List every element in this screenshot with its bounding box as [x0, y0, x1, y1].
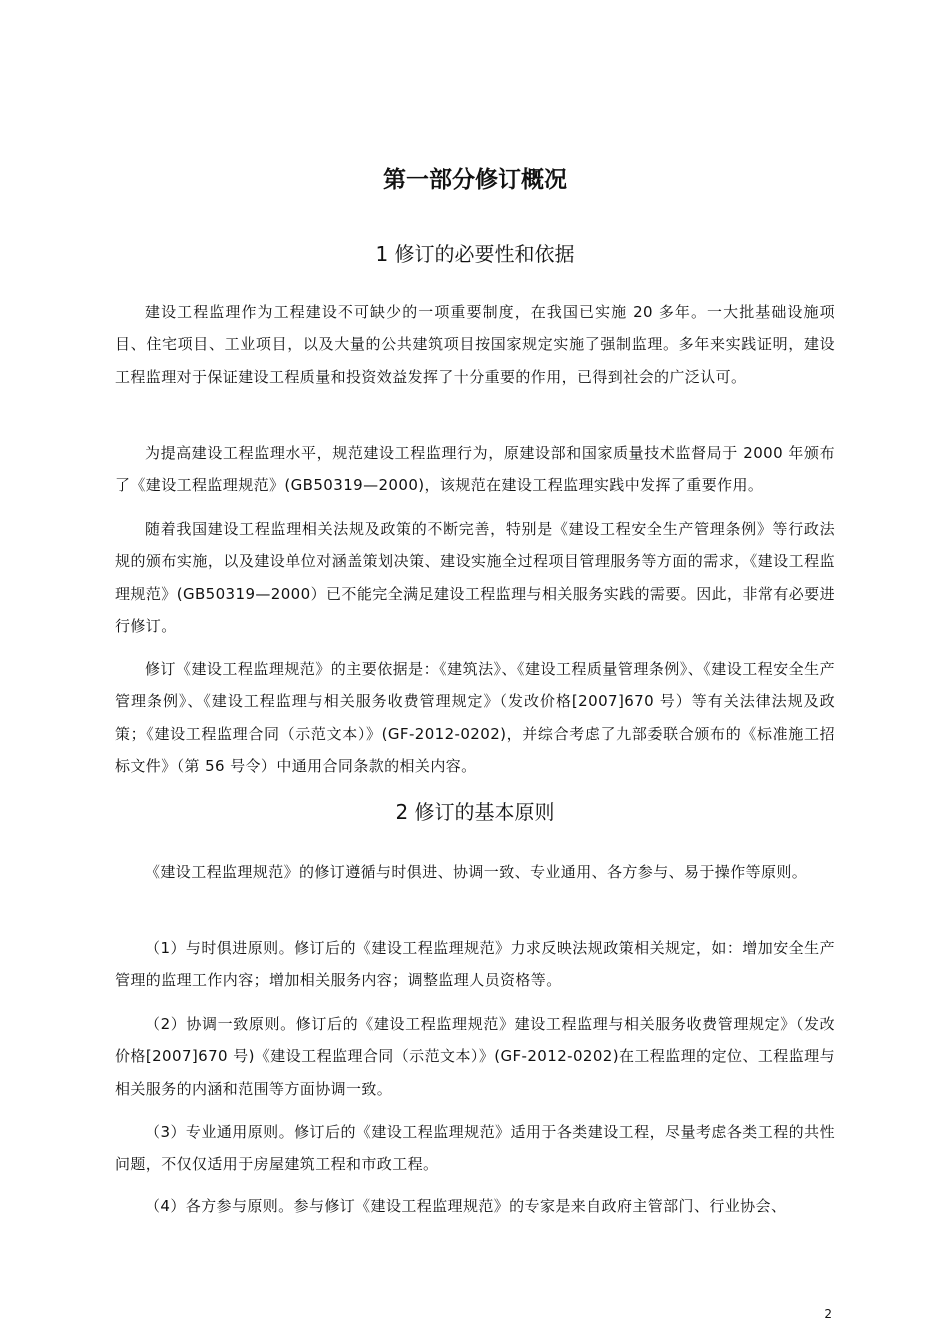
page-title: 第一部分修订概况	[383, 167, 567, 193]
paragraph: （4）各方参与原则。参与修订《建设工程监理规范》的专家是来自政府主管部门、行业协会、	[145, 1197, 787, 1215]
paragraph: （2）协调一致原则。修订后的《建设工程监理规范》建设工程监理与相关服务收费管理规定》（发改价格[2007]670 号)《建设工程监理合同（示范文本）》(GF-2012-0202)在工程监理的定位、工程监理与相关服务的内涵和范围等方面协调一致。	[115, 1015, 835, 1098]
paragraph: 随着我国建设工程监理相关法规及政策的不断完善，特别是《建设工程安全生产管理条例》等行政法规的颁布实施，以及建设单位对涵盖策划决策、建设实施全过程项目管理服务等方面的需求，《建设工程监理规范》(GB50319—2000）已不能完全满足建设工程监理与相关服务实践的需要。因此，非常有必要进行修订。	[115, 520, 835, 636]
paragraph: 《建设工程监理规范》的修订遵循与时俱进、协调一致、专业通用、各方参与、易于操作等原则。	[145, 863, 808, 881]
paragraph: 修订《建设工程监理规范》的主要依据是：《建筑法》、《建设工程质量管理条例》、《建设工程安全生产管理条例》、《建设工程监理与相关服务收费管理规定》（发改价格[2007]670 号）等有关法律法规及政策；《建设工程监理合同（示范文本）》(GF-2012-0202)，并综合考虑了九部委联合颁布的《标准施工招标文件》（第 56 号令）中通用合同条款的相关内容。	[115, 660, 835, 776]
page-number: 2	[824, 1307, 832, 1321]
paragraph: （3）专业通用原则。修订后的《建设工程监理规范》适用于各类建设工程，尽量考虑各类工程的共性问题，不仅仅适用于房屋建筑工程和市政工程。	[115, 1123, 835, 1174]
paragraph: （1）与时俱进原则。修订后的《建设工程监理规范》力求反映法规政策相关规定，如：增加安全生产管理的监理工作内容；增加相关服务内容；调整监理人员资格等。	[115, 939, 835, 990]
paragraph: 为提高建设工程监理水平，规范建设工程监理行为，原建设部和国家质量技术监督局于 2000 年颁布了《建设工程监理规范》(GB50319—2000)，该规范在建设工程监理实践中发挥了重要作用。	[115, 444, 835, 495]
section-heading-2: 2 修订的基本原则	[395, 800, 555, 824]
paragraph: 建设工程监理作为工程建设不可缺少的一项重要制度，在我国已实施 20 多年。一大批基础设施项目、住宅项目、工业项目，以及大量的公共建筑项目按国家规定实施了强制监理。多年来实践证明，建设工程监理对于保证建设工程质量和投资效益发挥了十分重要的作用，已得到社会的广泛认可。	[115, 303, 835, 386]
section-heading-1: 1 修订的必要性和依据	[375, 242, 575, 266]
